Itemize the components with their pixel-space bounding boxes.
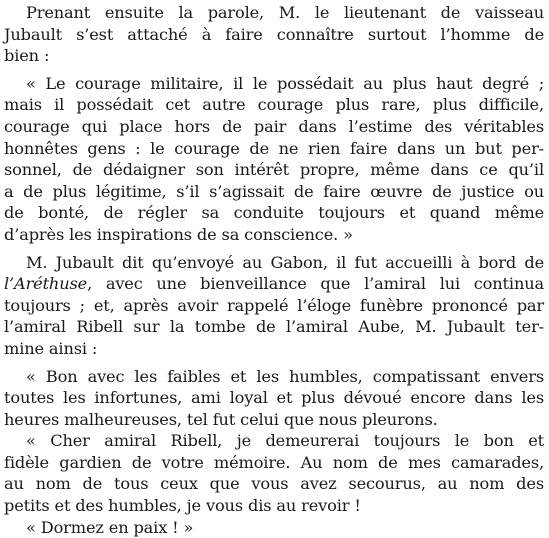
text-line: sonnel, de dédaigner son intérêt propre, même dans ce qu’il <box>4 160 544 180</box>
text-line: a de plus légitime, s’il s’agissait de faire œuvre de justice ou <box>4 181 544 201</box>
text-line: fidèle gardien de votre mémoire. Au nom de mes camarades, <box>4 452 544 472</box>
text-line: Prenant ensuite la parole, M. le lieutenant de vaisseau <box>26 3 544 22</box>
paragraph-quote-cher-amiral <box>4 430 544 516</box>
text-line: petits et des humbles, je vous dis au revoir ! <box>4 496 361 516</box>
text-line: toujours ; et, après avoir rappelé l’éloge funèbre prononcé par <box>4 295 544 315</box>
ship-name: l’Aréthuse <box>4 274 88 294</box>
paragraph-quote-bon <box>4 366 544 431</box>
text-line: de bonté, de régler sa conduite toujours et quand même <box>4 203 544 223</box>
text-fragment: , avec une bienveillance que l’amiral lui continua <box>87 274 544 294</box>
text-line: honnêtes gens : le courage de ne rien faire dans un but per- <box>4 138 544 158</box>
text-line: Jubault s’est attaché à faire connaître surtout l’homme de <box>4 24 544 44</box>
paragraph-gabon <box>4 252 544 360</box>
paragraph-intro <box>4 2 544 67</box>
text-line: « Cher amiral Ribell, je demeurerai toujours le bon et <box>26 431 544 451</box>
text-line: d’après les inspirations de sa conscience. » <box>4 224 353 244</box>
text-line: bien : <box>4 46 50 66</box>
text-line: au nom de tous ceux que vous avez secourus, au nom des <box>4 474 544 494</box>
text-line: M. Jubault dit qu’envoyé au Gabon, il fut accueilli à bord de <box>26 252 544 272</box>
paragraph-dormez <box>4 517 544 538</box>
document-page <box>4 2 544 538</box>
text-line: « Le courage militaire, il le possédait au plus haut degré ; <box>26 73 544 93</box>
paragraph-quote-courage <box>4 73 544 246</box>
text-line-with-ship-name <box>4 273 544 295</box>
text-line: « Dormez en paix ! » <box>26 517 194 537</box>
text-line: toutes les infortunes, ami loyal et plus dévoué encore dans les <box>4 388 544 408</box>
text-line: mais il possédait cet autre courage plus rare, plus difficile, <box>4 95 544 115</box>
text-line: « Bon avec les faibles et les humbles, compatissant envers <box>26 366 544 386</box>
text-line: courage qui place hors de pair dans l’estime des véritables <box>4 116 544 136</box>
text-line: mine ainsi : <box>4 338 98 358</box>
text-line: l’amiral Ribell sur la tombe de l’amiral Aube, M. Jubault ter- <box>4 317 544 337</box>
text-line: heures malheureuses, tel fut celui que nous pleurons. <box>4 409 438 429</box>
